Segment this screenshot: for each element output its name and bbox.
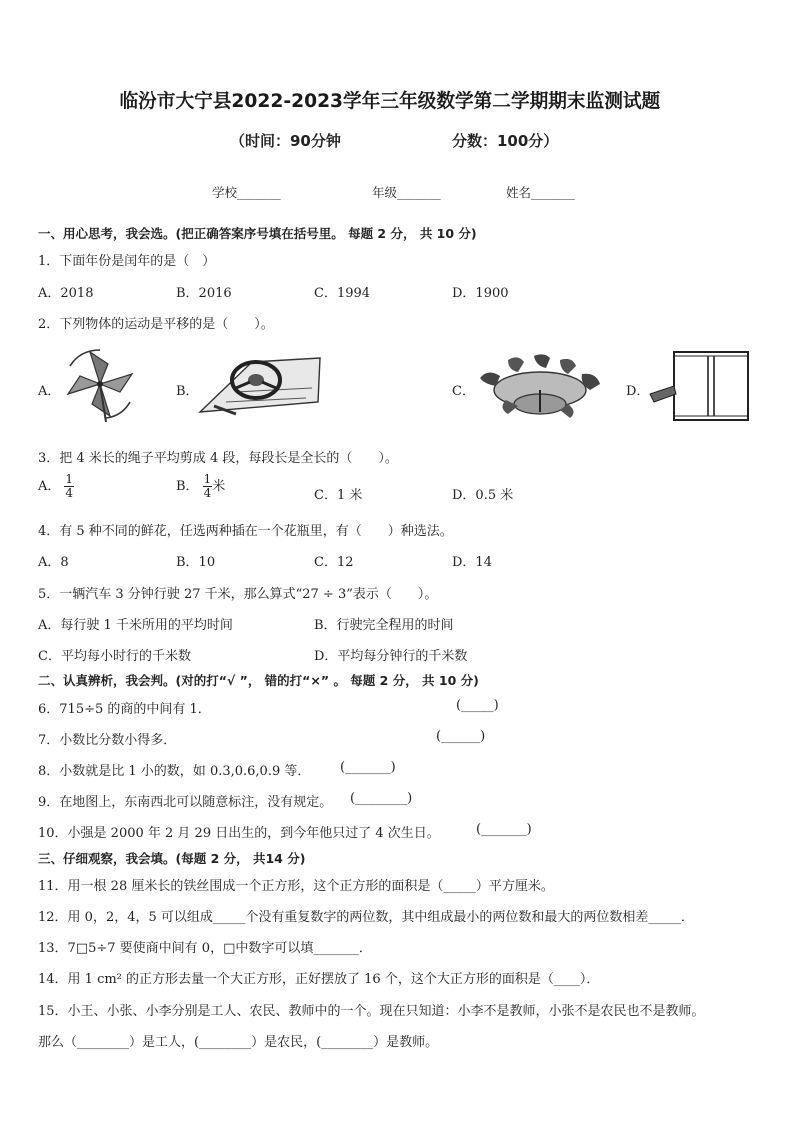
question-5: 5．一辆汽车 3 分钟行驶 27 千米，那么算式“27 ÷ 3”表示（ ）。 [38, 587, 438, 602]
judge-question-6: 6．715÷5 的商的中间有 1． [38, 702, 211, 717]
judge-answer-6[interactable]: (_____) [456, 698, 499, 713]
school-field[interactable]: 学校_______ [212, 185, 281, 200]
judge-question-8: 8．小数就是比 1 小的数，如 0.3,0.6,0.9 等． [38, 764, 311, 779]
q3-option-a[interactable] [38, 473, 74, 500]
q3-option-a-fraction: $\frac{1}{4}$ [65, 472, 74, 500]
q4-option-d[interactable]: D．14 [452, 555, 492, 570]
judge-question-9: 9．在地图上，东南西北可以随意标注，没有规定。 [38, 795, 333, 810]
question-1: 1．下面年份是闰年的是（ ） [38, 254, 216, 269]
q2-option-c[interactable]: C． [452, 384, 475, 399]
section-2-heading: 二、认真辨析，我会判。(对的打“√ ”， 错的打“×” 。 每题 2 分， 共 10 分) [38, 673, 479, 688]
fill-question-13[interactable]: 13．7□5÷7 要使商中间有 0，□中数字可以填_______． [38, 941, 372, 956]
q4-option-b[interactable]: B．10 [176, 555, 216, 570]
name-field[interactable]: 姓名_______ [506, 185, 575, 200]
q3-option-d[interactable]: D．0.5 米 [452, 488, 514, 503]
q3-option-b-fraction: $\frac{1}{4}$ [203, 472, 212, 500]
section-1-heading: 一、用心思考，我会选。(把正确答案序号填在括号里。 每题 2 分， 共 10 分) [38, 226, 477, 241]
exam-score: 分数：100分） [452, 132, 559, 150]
fill-question-15[interactable]: 15．小王、小张、小李分别是工人、农民、教师中的一个。现在只知道：小李不是教师，小张不是农民也不是教师。 [38, 1004, 705, 1019]
judge-answer-10[interactable]: (_______) [476, 822, 532, 837]
q5-option-d[interactable]: D．平均每分钟行的千米数 [314, 649, 468, 664]
judge-answer-8[interactable]: (_______) [340, 760, 396, 775]
q3-option-b-unit: 米 [212, 479, 226, 494]
fill-question-15-answers[interactable]: 那么（________）是工人，(________）是农民，(________）是教师。 [38, 1035, 439, 1050]
question-4: 4．有 5 种不同的鲜花，任选两种插在一个花瓶里，有（ ）种选法。 [38, 524, 453, 539]
fill-question-12[interactable]: 12．用 0，2，4，5 可以组成_____个没有重复数字的两位数，其中组成最小的两位数和最大的两位数相差_____． [38, 910, 694, 925]
judge-question-7: 7．小数比分数小得多． [38, 733, 177, 748]
q4-option-c[interactable]: C．12 [314, 555, 354, 570]
q1-option-c[interactable]: C．1994 [314, 286, 371, 301]
page-title: 临汾市大宁县2022-2023学年三年级数学第二学期期末监测试题 [119, 90, 661, 112]
q2-option-b[interactable]: B． [176, 384, 199, 399]
steering-wheel-icon [196, 352, 324, 418]
exam-time: （时间：90分钟 [230, 132, 341, 150]
q1-option-a[interactable]: A．2018 [38, 286, 94, 301]
q3-option-c[interactable]: C．1 米 [314, 488, 363, 503]
section-3-heading: 三、仔细观察，我会填。(每题 2 分， 共14 分) [38, 851, 306, 866]
q3-option-a-label: A． [38, 479, 61, 494]
q2-option-d[interactable]: D． [626, 384, 650, 399]
q5-option-b[interactable]: B．行驶完全程用的时间 [314, 618, 454, 633]
carousel-icon [478, 352, 602, 420]
q5-option-c[interactable]: C．平均每小时行的千米数 [38, 649, 191, 664]
q4-option-a[interactable]: A．8 [38, 555, 69, 570]
q2-option-a[interactable]: A． [38, 384, 61, 399]
q5-option-a[interactable]: A．每行驶 1 千米所用的平均时间 [38, 618, 233, 633]
q1-option-b[interactable]: B．2016 [176, 286, 232, 301]
q3-option-b-label: B． [176, 479, 199, 494]
sliding-door-icon [648, 350, 752, 422]
grade-field[interactable]: 年级_______ [372, 185, 441, 200]
q3-option-b[interactable] [176, 473, 225, 500]
pinwheel-icon [60, 346, 140, 422]
judge-question-10: 10．小强是 2000 年 2 月 29 日出生的，到今年他只过了 4 次生日。 [38, 826, 440, 841]
fill-question-14[interactable]: 14．用 1 cm² 的正方形去量一个大正方形，正好摆放了 16 个，这个大正方形的面积是（____）． [38, 972, 600, 987]
judge-answer-9[interactable]: (________) [350, 791, 413, 806]
question-2: 2．下列物体的运动是平移的是（ ）。 [38, 317, 274, 332]
judge-answer-7[interactable]: (______) [436, 729, 486, 744]
fill-question-11[interactable]: 11．用一根 28 厘米长的铁丝围成一个正方形，这个正方形的面积是（_____）平方厘米。 [38, 879, 554, 894]
q1-option-d[interactable]: D．1900 [452, 286, 509, 301]
question-3: 3．把 4 米长的绳子平均剪成 4 段，每段长是全长的（ ）。 [38, 451, 398, 466]
